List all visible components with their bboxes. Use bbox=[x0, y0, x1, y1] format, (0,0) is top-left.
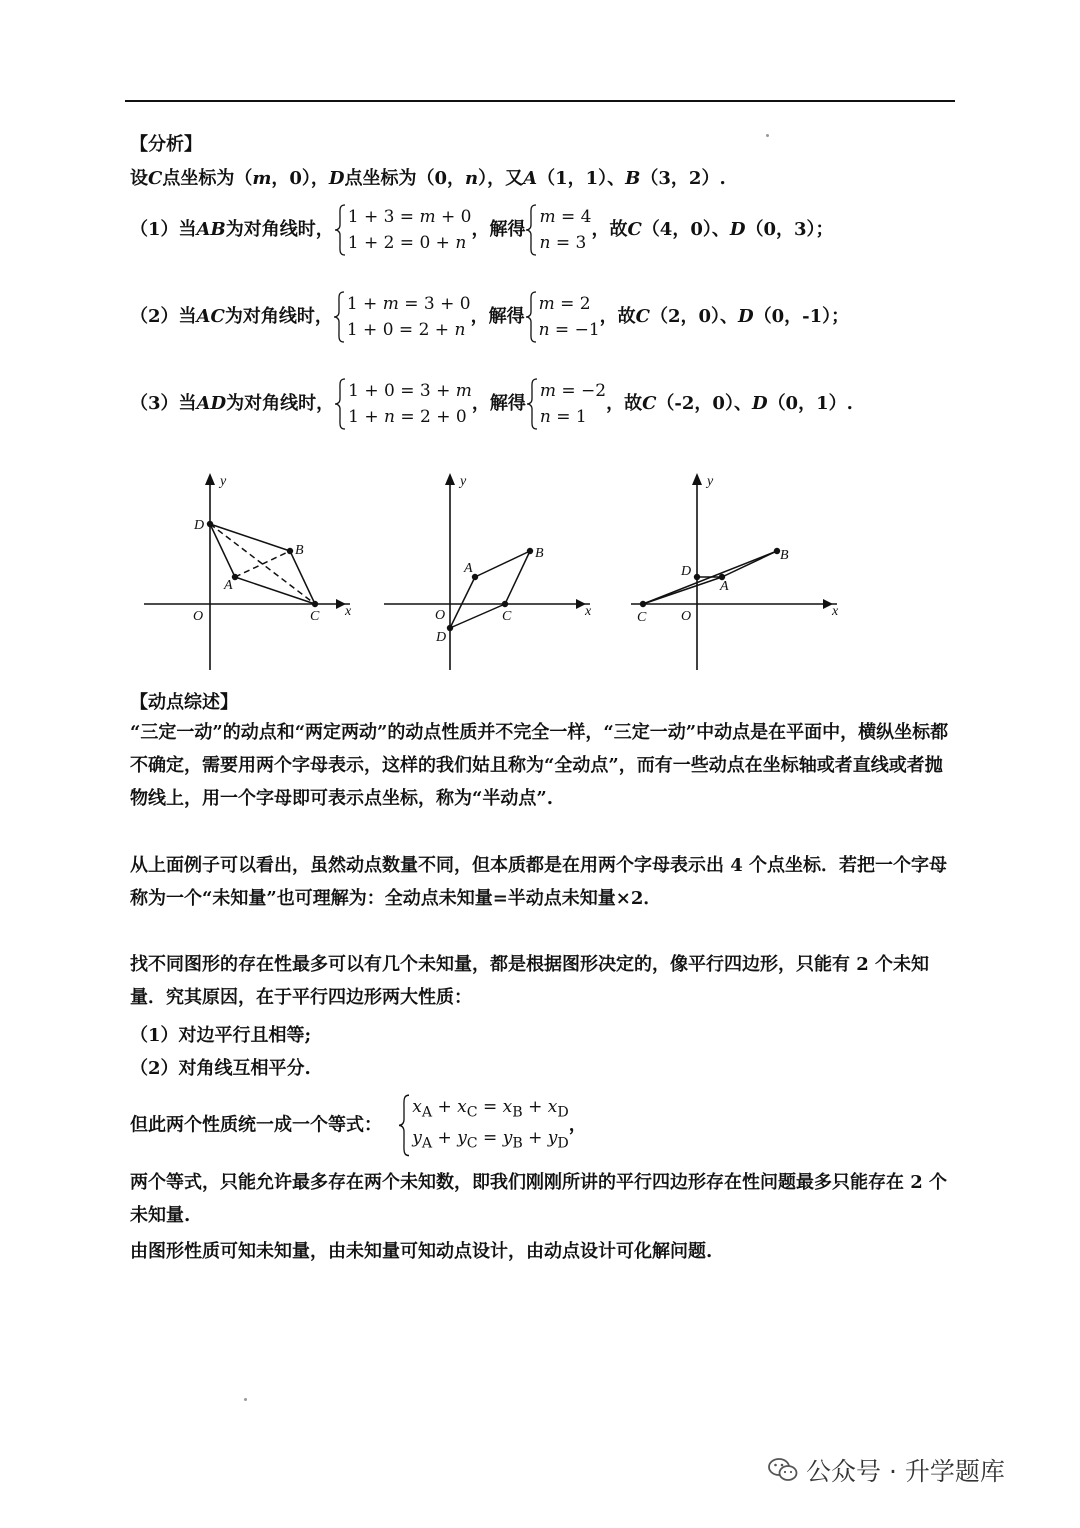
svg-text:D: D bbox=[681, 564, 692, 579]
scan-speck bbox=[244, 1398, 247, 1401]
summary-paragraph-3: 找不同图形的存在性最多可以有几个未知量，都是根据图形决定的，像平行四边形，只能有 2 个未知量．究其原因，在于平行四边形两大性质： bbox=[130, 954, 930, 1008]
point-b-label: B bbox=[295, 543, 304, 558]
svg-text:B: B bbox=[780, 548, 789, 563]
solution-system: m = −2 n = 1 bbox=[526, 378, 606, 430]
svg-text:x: x bbox=[585, 604, 592, 619]
summary-paragraph-2: 从上面例子可以看出，虽然动点数量不同，但本质都是在用两个字母表示出 4 个点坐标．若把一个字母称为一个“未知量”也可理解为：全动点未知量=半动点未知量×2． bbox=[130, 855, 948, 909]
svg-text:O: O bbox=[435, 608, 446, 623]
svg-text:A: A bbox=[464, 561, 473, 576]
diagram-case-2 bbox=[380, 465, 600, 675]
summary-paragraph-5: 由图形性质可知未知量，由未知量可知动点设计，由动点设计可化解问题. bbox=[130, 1241, 713, 1262]
analysis-intro: 设C点坐标为（m，0），D点坐标为（0，n），又A（1，1）、B（3，2）. bbox=[130, 168, 726, 189]
solution-system: m = 4 n = 3 bbox=[525, 204, 591, 256]
svg-text:y: y bbox=[707, 474, 714, 489]
svg-text:C: C bbox=[502, 609, 512, 624]
diagram-case-1 bbox=[140, 465, 360, 675]
watermark-text: 公众号 · 升学题库 bbox=[806, 1457, 1005, 1486]
svg-text:y: y bbox=[460, 474, 467, 489]
analysis-heading: 【分析】 bbox=[130, 134, 202, 155]
svg-text:x: x bbox=[832, 604, 839, 619]
equation-system: 1 + m = 3 + 0 1 + 0 = 2 + n bbox=[333, 291, 471, 343]
svg-text:D: D bbox=[436, 630, 447, 645]
wechat-icon bbox=[768, 1457, 798, 1483]
watermark bbox=[768, 1452, 1005, 1488]
header-rule bbox=[125, 100, 955, 102]
scan-speck bbox=[766, 134, 769, 137]
diagram-case-3 bbox=[627, 465, 847, 675]
summary-heading: 【动点综述】 bbox=[130, 692, 238, 713]
equation-system: 1 + 3 = m + 0 1 + 2 = 0 + n bbox=[334, 204, 472, 256]
summary-paragraph-4: 两个等式，只能允许最多存在两个未知数，即我们刚刚所讲的平行四边形存在性问题最多只能存在 2 个未知量. bbox=[130, 1172, 948, 1226]
y-label: y bbox=[220, 474, 227, 489]
unify-line: 但此两个性质统一成一个等式： $x_A + x_C = x_B + x_D$ $y_A + y_C = y_B + y_D$ ， bbox=[130, 1094, 587, 1157]
svg-text:C: C bbox=[637, 610, 647, 625]
origin-label: O bbox=[193, 609, 204, 624]
x-label: x bbox=[345, 604, 352, 619]
summary-paragraph-1: “三定一动”的动点和“两定两动”的动点性质并不完全一样，“三定一动”中动点是在平面中，横纵坐标都不确定，需要用两个字母表示，这样的我们姑且称为“全动点”，而有一些动点在坐标轴或者直线或者抛物线上，用一个字母即可表示点坐标，称为“半动点”. bbox=[130, 722, 949, 809]
equation-system: 1 + 0 = 3 + m 1 + n = 2 + 0 bbox=[334, 378, 472, 430]
svg-text:B: B bbox=[535, 546, 544, 561]
unify-equation-system: $x_A + x_C = x_B + x_D$ $y_A + y_C = y_B + y_D$ bbox=[398, 1094, 568, 1157]
point-d-label: D bbox=[194, 518, 205, 533]
property-2: （2）对角线互相平分. bbox=[130, 1058, 311, 1079]
solution-system: m = 2 n = −1 bbox=[525, 291, 600, 343]
case-1: （1）当AB为对角线时， 1 + 3 = m + 0 1 + 2 = 0 + n ，解得 m = 4 n = 3 ，故C（4，0）、D（0，3）； bbox=[130, 204, 834, 256]
property-1: （1）对边平行且相等; bbox=[130, 1025, 312, 1046]
svg-text:O: O bbox=[681, 609, 692, 624]
svg-text:A: A bbox=[720, 579, 729, 594]
case-3: （3）当AD为对角线时， 1 + 0 = 3 + m 1 + n = 2 + 0 ，解得 m = −2 n = 1 ，故C（-2，0）、D（0，1）. bbox=[130, 378, 853, 430]
point-a-label: A bbox=[224, 578, 233, 593]
point-c-label: C bbox=[310, 609, 320, 624]
case-2: （2）当AC为对角线时， 1 + m = 3 + 0 1 + 0 = 2 + n ，解得 m = 2 n = −1 ，故C（2，0）、D（0，-1）； bbox=[130, 291, 849, 343]
